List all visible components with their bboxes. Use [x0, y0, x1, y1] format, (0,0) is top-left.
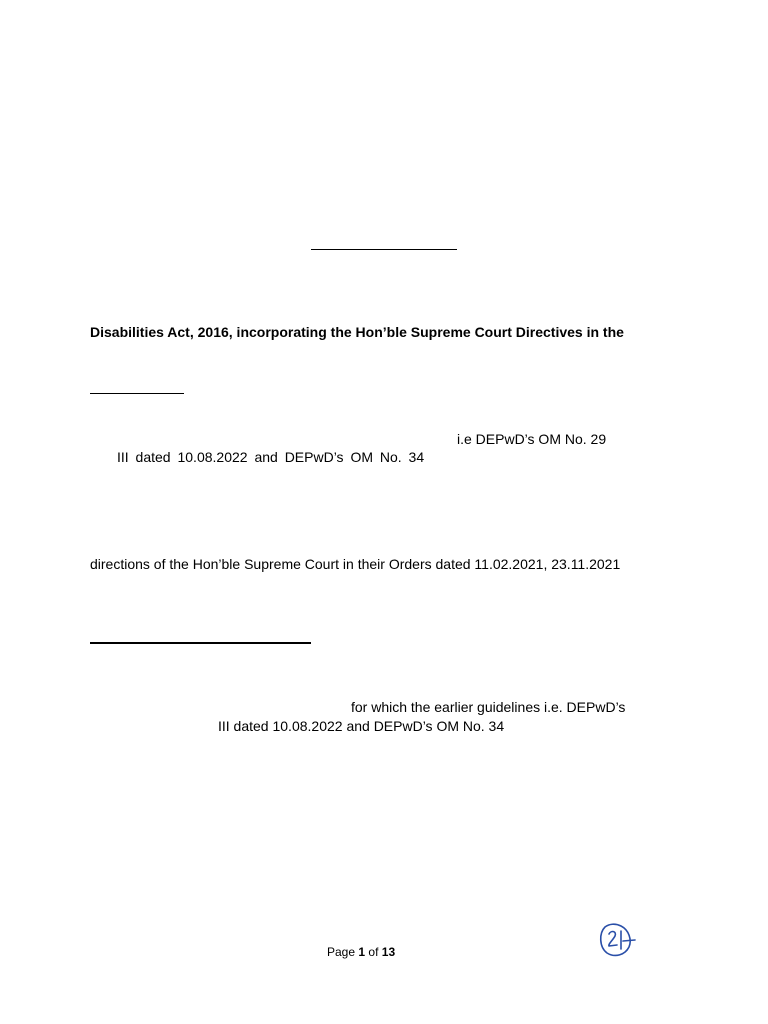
guidelines-line: for which the earlier guidelines i.e. DEPwD’s — [351, 699, 626, 715]
heading-underline — [90, 642, 311, 644]
act-title-line: Disabilities Act, 2016, incorporating the Hon’ble Supreme Court Directives in the — [90, 324, 624, 340]
page-current: 1 — [358, 945, 366, 959]
handwritten-page-stamp — [597, 921, 637, 959]
om-dated-line: III dated 10.08.2022 and DEPwD’s OM No. 34 — [117, 449, 425, 465]
page-total: 13 — [381, 945, 396, 959]
section-underline — [90, 393, 184, 394]
page-word: Page — [327, 945, 356, 959]
om-reference-line: i.e DEPwD’s OM No. 29 — [457, 431, 607, 447]
page-of: of — [368, 945, 379, 959]
title-underline — [311, 249, 457, 250]
guidelines-dated-line: III dated 10.08.2022 and DEPwD’s OM No. 34 — [218, 718, 505, 734]
page-number — [327, 945, 395, 959]
directions-line: directions of the Hon’ble Supreme Court in their Orders dated 11.02.2021, 23.11.2021 — [90, 556, 621, 572]
